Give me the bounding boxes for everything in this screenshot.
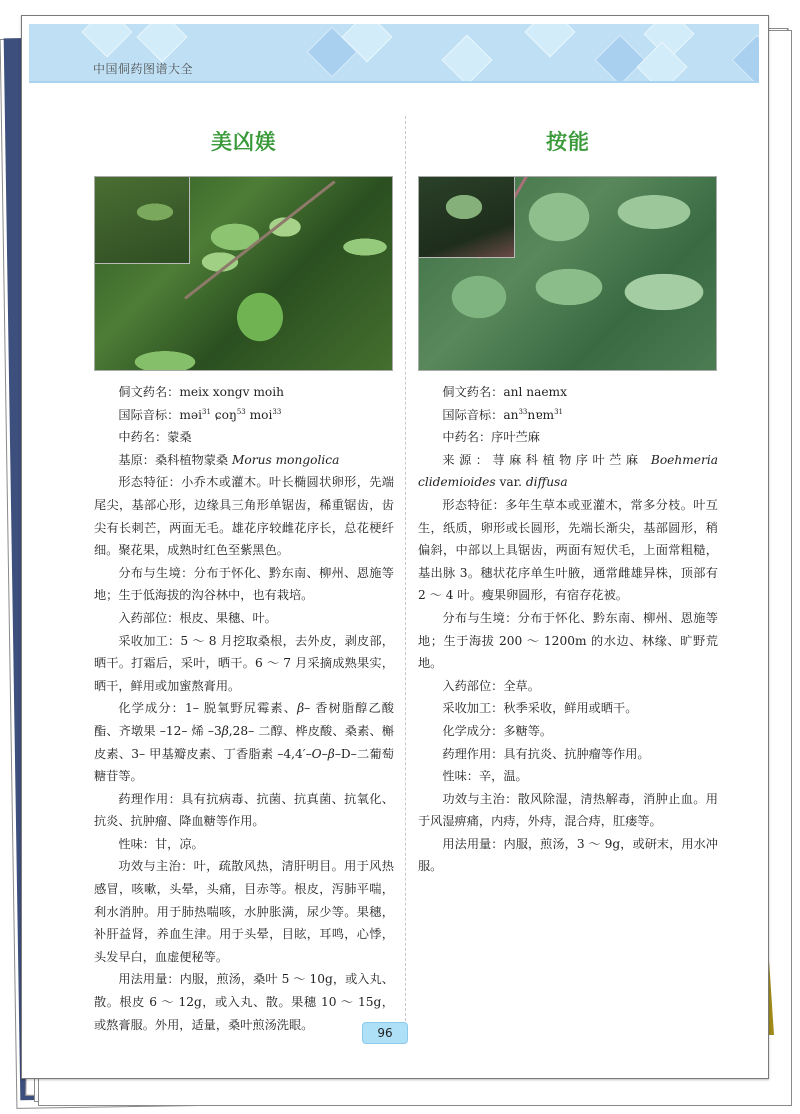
entry-text xyxy=(418,381,718,878)
origin-line: 来源：荨麻科植物序叶苎麻 Boehmeria clidemioides var. diffusa xyxy=(418,452,719,490)
morphology-para: 形态特征：小乔木或灌木。叶长椭圆状卵形，先端尾尖，基部心形，边缘具三角形单锯齿，稀重锯齿，齿尖有长刺芒，两面无毛。雄花序较雌花序长，总花梗纤细。聚花果，成熟时红色至紫黑色。 xyxy=(94,475,394,558)
banner-diamond xyxy=(82,24,133,57)
taste-para: 性味：甘，凉。 xyxy=(118,836,204,851)
processing-para: 采收加工：5 ～ 8 月挖取桑根，去外皮，剥皮部，晒干。打霜后，采叶，晒干。6 ～ 7 月采摘成熟果实，晒干，鲜用或加蜜熬膏用。 xyxy=(94,633,394,693)
entry-title: 美凶媄 xyxy=(211,129,277,154)
chemistry-para: 化学成分：多糖等。 xyxy=(442,723,553,738)
efficacy-para: 功效与主治：叶，疏散风热，清肝明目。用于风热感冒，咳嗽，头晕，头痛，目赤等。根皮，泻肺平喘，利水消肿。用于肺热喘咳，水肿胀满，尿少等。果穗，补肝益肾，养血生津。用于头晕，目眩，耳鸣，心悸，头发早白，血虚便秘等。 xyxy=(94,859,394,964)
distribution-para: 分布与生境：分布于怀化、黔东南、柳州、恩施等地；生于海拔 200 ～ 1200m 的水边、林缘、旷野荒地。 xyxy=(418,610,718,671)
page-number-badge: 96 xyxy=(362,1022,408,1044)
usage-para: 用法用量：内服，煎汤，桑叶 5 ～ 10g，或入丸、散。根皮 6 ～ 12g，或入丸、散。果穗 10 ～ 15g，或熬膏服。外用，适量，桑叶煎汤洗眼。 xyxy=(94,972,394,1032)
plant-photo xyxy=(418,176,717,371)
morphology-para: 形态特征：多年生草本或亚灌木，常多分枝。叶互生，纸质，卵形或长圆形，先端长渐尖，基部圆形，稍偏斜，中部以上具锯齿，两面有短伏毛，上面常粗糙，基出脉 3。穗状花序单生叶腋，通常雌雄异株，顶部有 2 ～ 4 叶。瘦果卵圆形，有宿存花被。 xyxy=(418,497,718,603)
plant-photo xyxy=(94,176,393,371)
banner-diamond xyxy=(442,35,493,83)
efficacy-para: 功效与主治：散风除湿，清热解毒，消肿止血。用于风湿痹痛，内痔，外痔，混合痔，肛瘘等。 xyxy=(418,791,718,829)
book-page xyxy=(21,15,769,1079)
photo-branch xyxy=(184,180,336,299)
photo-inset xyxy=(419,177,515,258)
photo-inset xyxy=(95,177,190,264)
dong-name-line: 侗文药名：anl naemx xyxy=(442,385,567,399)
banner-diamond xyxy=(525,24,576,57)
banner-diamond xyxy=(732,35,759,83)
usage-para: 用法用量：内服，煎汤，3 ～ 9g，或研末，用水冲服。 xyxy=(418,836,718,874)
pharmacology-para: 药理作用：具有抗炎、抗肿瘤等作用。 xyxy=(442,746,650,761)
distribution-para: 分布与生境：分布于怀化、黔东南、柳州、恩施等地；生于低海拔的沟谷林中，也有栽培。 xyxy=(94,565,394,603)
medicinal-part-para: 入药部位：全草。 xyxy=(442,678,540,693)
chemistry-para: 化学成分：1– 脱氧野尻霉素、β– 香树脂醇乙酸酯、齐墩果 –12– 烯 –3β,28– 二醇、桦皮酸、桑素、槲皮素、3– 甲基瓣皮素、丁香脂素 –4,4′–O–β–D–二葡萄糖苷等。 xyxy=(94,701,394,784)
banner-diamond xyxy=(595,35,646,83)
origin-line: 基原：桑科植物蒙桑 Morus mongolica xyxy=(118,452,340,467)
pharmacology-para: 药理作用：具有抗病毒、抗菌、抗真菌、抗氧化、抗炎、抗肿瘤、降血糖等作用。 xyxy=(94,791,394,829)
banner-diamond xyxy=(137,24,188,62)
cn-name-line: 中药名：蒙桑 xyxy=(118,430,192,445)
ipa-line: 国际音标：məi$^{31}$ ɕoŋ$^{53}$ moi$^{33}$ xyxy=(118,407,282,422)
column-divider xyxy=(405,116,406,1026)
medicinal-part-para: 入药部位：根皮、果穗、叶。 xyxy=(118,610,277,625)
entry-title: 按能 xyxy=(546,129,590,154)
taste-para: 性味：辛，温。 xyxy=(442,769,528,784)
ipa-line: 国际音标：$an^{33}nɐm^{31}$ xyxy=(442,407,563,422)
dong-name-line: 侗文药名：meix xongv moih xyxy=(118,385,285,399)
cn-name-line: 中药名：序叶苎麻 xyxy=(442,430,540,445)
entry-text xyxy=(94,381,394,1036)
header-banner xyxy=(29,24,759,83)
processing-para: 采收加工：秋季采收，鲜用或晒干。 xyxy=(442,701,638,716)
book-title: 中国侗药图谱大全 xyxy=(93,62,194,76)
